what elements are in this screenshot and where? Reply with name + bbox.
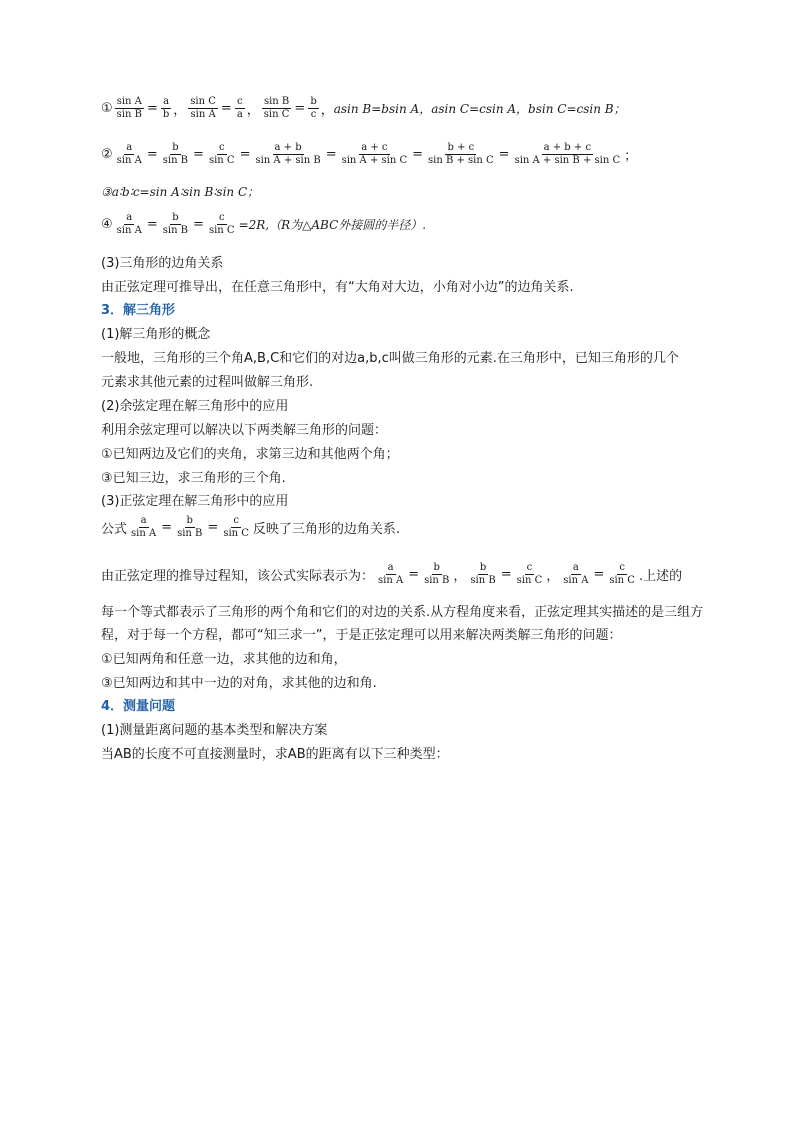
list-item: ①已知两边及它们的夹角，求第三边和其他两个角； [101,447,399,462]
paragraph: 由正弦定理可推导出，在任意三角形中，有“大角对大边，小角对小边”的边角关系. [101,280,574,295]
fraction: $\frac{b}{\text{sin B}}$ [162,212,189,236]
formula-marker: ② [101,147,113,162]
formula-line-2: ② $\frac{a}{\text{sin A}}$ = $\frac{b}{\text{sin B}}$ = $\frac{c}{\text{sin C}}$ = $\frac{a + b}{\text{sin A + sin B}}$ = $\frac{a + c}{\text{sin A + sin C}}$ = $\frac{b + c}{\text{sin B + sin C}}$ = $\frac{a + b + c}{\text{sin A + sin B + sin C}}$ ； [101,142,638,166]
paragraph: 程，对于每一个方程，都可“知三求一”，于是正弦定理可以用来解决两类解三角形的问题： [101,628,622,643]
fraction: $\frac{b}{\text{sin B}}$ [424,562,450,586]
fraction: $\frac{a}{\text{sin A}}$ [131,515,157,539]
formula-line: 由正弦定理的推导过程知，该公式实际表示为： $\frac{a}{\text{sin A}}$ = $\frac{b}{\text{sin B}}$ ， $\frac{b}{\text{sin B}}$ = $\frac{c}{\text{sin C}}$ ， $\frac{a}{\text{sin A}}$ = $\frac{c}{\text{sin C}}$ .上述的 [101,562,683,586]
section-title: 3．解三角形 [101,303,176,318]
fraction: $\frac{a + c}{\text{sin A + sin C}}$ [341,142,408,166]
fraction: $\frac{c}{\text{sin C}}$ [223,515,249,539]
fraction: $\frac{a}{\text{sin A}}$ [378,562,404,586]
fraction: $\frac{a + b + c}{\text{sin A + sin B + sin C}}$ [514,142,621,166]
subheading: (1)测量距离问题的基本类型和解决方案 [101,723,328,738]
fraction: $\frac{a}{\text{sin A}}$ [116,212,142,236]
fraction: $\frac{b}{\text{sin B}}$ [470,562,496,586]
fraction: $\frac{b}{\text{sin B}}$ [162,142,189,166]
fraction: $\frac{\text{sin A}}{\text{sin B}}$ [116,96,142,120]
fraction: $\frac{\text{sin C}}{\text{sin A}}$ [190,96,216,120]
paragraph: 每一个等式都表示了三角形的两个角和它们的对边的关系.从方程角度来看，正弦定理其实描述的是三组方 [101,605,704,620]
fraction: $\frac{c}{\text{sin C}}$ [516,562,543,586]
fraction: $\frac{a}{\text{sin A}}$ [563,562,589,586]
list-item: ③已知两边和其中一边的对角，求其他的边和角. [101,676,377,691]
formula-marker: ① [101,101,113,116]
subheading: (3)正弦定理在解三角形中的应用 [101,494,289,509]
formula-line-4: ④ $\frac{a}{\text{sin A}}$ = $\frac{b}{\text{sin B}}$ = $\frac{c}{\text{sin C}}$ =2R,（R为△ABC外接圆的半径）. [101,212,427,236]
subheading: (3)三角形的边角关系 [101,256,224,271]
fraction: $\frac{c}{\text{sin C}}$ [609,562,635,586]
paragraph: 当AB的长度不可直接测量时，求AB的距离有以下三种类型： [101,747,449,762]
section-title: 4．测量问题 [101,699,176,714]
fraction: $\frac{b + c}{\text{sin B + sin C}}$ [428,142,494,166]
fraction: $\frac{a}{\text{sin A}}$ [116,142,142,166]
subheading: (2)余弦定理在解三角形中的应用 [101,399,289,414]
fraction: $\frac{c}{\text{sin C}}$ [208,212,235,236]
formula-line-1: ① $\frac{\text{sin A}}{\text{sin B}}$ = $\frac{a}{b}$ ， $\frac{\text{sin C}}{\text{sin A}}$ = $\frac{c}{a}$ ， $\frac{\text{sin B}}{\text{sin C}}$ = $\frac{b}{c}$ ， asin B=bsin A，asin C=csin A，bsin C=csin B； [101,96,626,120]
fraction: $\frac{a}{b}$ [162,96,170,120]
fraction: $\frac{b}{c}$ [310,96,317,120]
subheading: (1)解三角形的概念 [101,327,211,342]
fraction: $\frac{b}{\text{sin B}}$ [177,515,203,539]
paragraph: 元素求其他元素的过程叫做解三角形. [101,375,314,390]
formula-line: 公式 $\frac{a}{\text{sin A}}$ = $\frac{b}{\text{sin B}}$ = $\frac{c}{\text{sin C}}$ 反映了三角形的边角关系. [101,515,401,539]
paragraph: 一般地，三角形的三个角A,B,C和它们的对边a,b,c叫做三角形的元素.在三角形中，已知三角形的几个 [101,351,679,366]
formula-tail: asin B=bsin A，asin C=csin A，bsin C=csin B； [333,102,626,116]
list-item: ①已知两角和任意一边，求其他的边和角， [101,652,347,667]
paragraph: 利用余弦定理可以解决以下两类解三角形的问题： [101,423,388,438]
fraction: $\frac{a + b}{\text{sin A + sin B}}$ [255,142,321,166]
fraction: $\frac{\text{sin B}}{\text{sin C}}$ [263,96,290,120]
fraction: $\frac{c}{a}$ [236,96,243,120]
list-item: ③已知三边，求三角形的三个角. [101,471,286,486]
fraction: $\frac{c}{\text{sin C}}$ [208,142,235,166]
formula-marker: ④ [101,217,113,232]
formula-line-3: ③a∶b∶c=sin A∶sin B∶sin C； [101,185,260,199]
